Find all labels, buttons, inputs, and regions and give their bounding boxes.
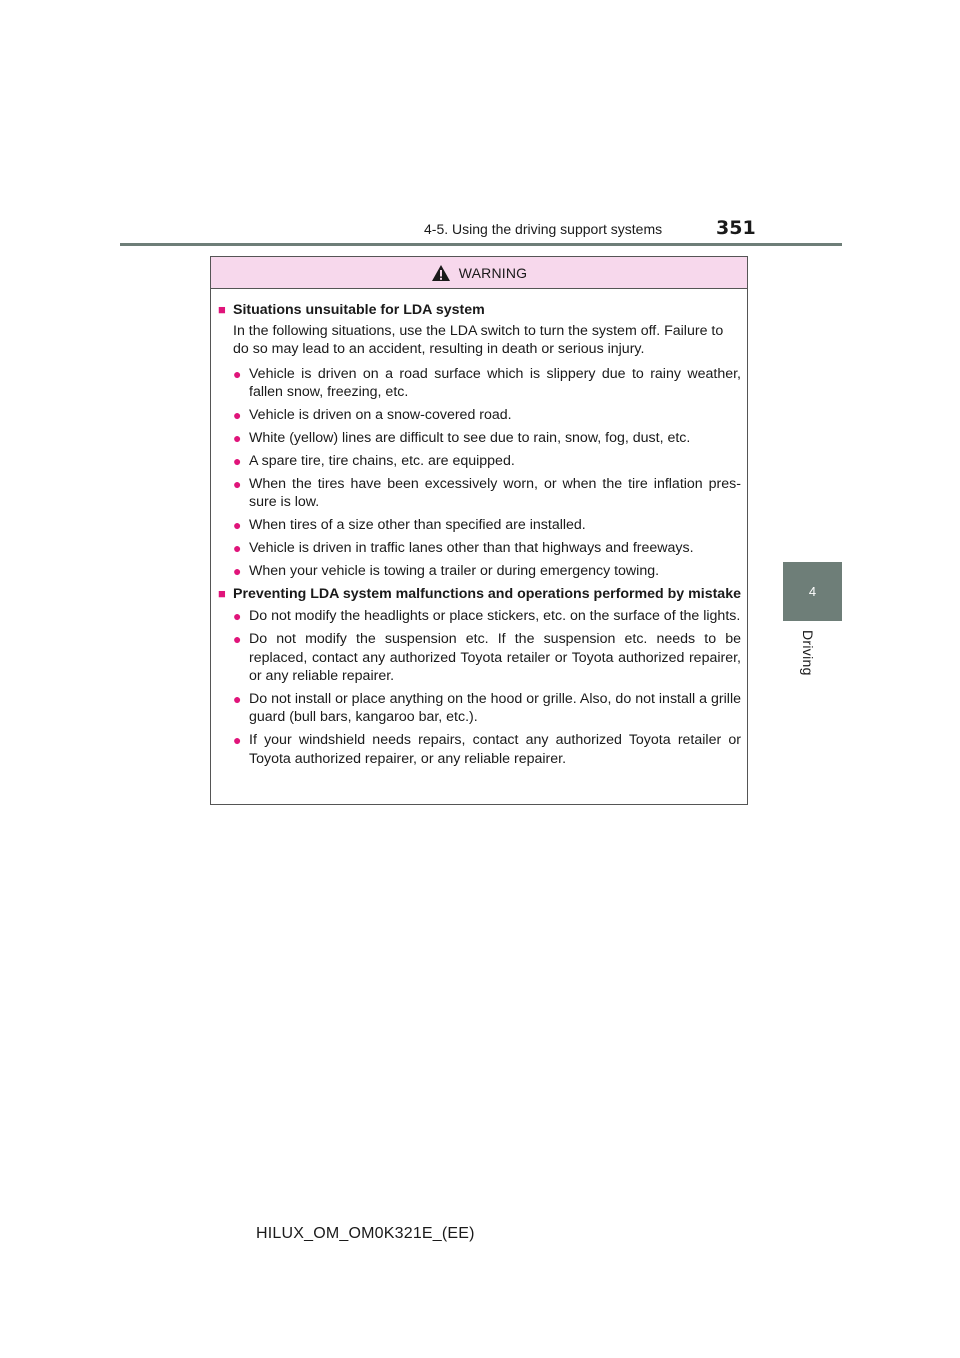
list-item-text: A spare tire, tire chains, etc. are equipped. [249,452,515,469]
warning-title: WARNING [458,264,528,281]
list-item [218,607,741,626]
bullet-dot-icon: ● [233,516,242,533]
warning-triangle-icon [431,264,451,282]
list-item-text: When tires of a size other than specified are installed. [249,516,586,533]
list-item-text: If your windshield needs repairs, contact any authorized Toyota retailer or Toyota authorized repairer, or any reliable repairer. [249,732,741,767]
list-item-text: White (yellow) lines are difficult to see due to rain, snow, fog, dust, etc. [249,429,691,446]
header-rule [120,243,842,246]
bullet-dot-icon: ● [233,406,242,423]
bullet-dot-icon: ● [233,608,242,625]
document-code: HILUX_OM_OM0K321E_(EE) [256,1225,475,1242]
bullet-dot-icon: ● [233,475,242,492]
section-intro: In the following situations, use the LDA switch to turn the system off. Failure to do so may lead to an accident, resulting in death or serious injury. [233,322,724,357]
bullet-dot-icon: ● [233,690,242,707]
section-heading: 4-5. Using the driving support systems [424,221,663,237]
list-item [218,539,741,558]
list-item-text: Vehicle is driven on a road surface which is slippery due to rainy weather, fallen snow, freezing, etc. [249,365,741,400]
list-item [218,452,741,471]
bullet-dot-icon: ● [233,452,242,469]
section-title-text: Situations unsuitable for LDA system [233,302,485,318]
bullet-dot-icon: ● [233,631,242,648]
list-item [218,562,741,581]
bullet-dot-icon: ● [233,539,242,556]
warning-header [211,257,747,289]
page-number: 351 [716,217,756,239]
square-bullet-icon: ■ [218,585,226,601]
list-item [218,630,741,686]
list-item [218,475,741,512]
list-item [218,365,741,402]
section-title-text: Preventing LDA system malfunctions and operations performed by mistake [233,585,741,602]
bullet-dot-icon: ● [233,562,242,579]
list-item [218,690,741,727]
list-item [218,429,741,448]
chapter-number: 4 [808,584,817,599]
list-item-text: When your vehicle is towing a trailer or during emergency towing. [249,562,660,579]
bullet-dot-icon: ● [233,732,242,749]
bullet-dot-icon: ● [233,365,242,382]
section-title [218,301,741,320]
warning-body [211,289,747,768]
section-title [218,585,741,604]
list-item-text: Do not modify the suspension etc. If the suspension etc. needs to be replaced, contact any authorized Toyota retailer or Toyota authorized repairer, or any reliable repairer. [249,631,741,685]
list-item-text: Do not install or place anything on the hood or grille. Also, do not install a grille guard (bull bars, kangaroo bar, etc.). [249,690,741,726]
square-bullet-icon: ■ [218,302,226,317]
list-item [218,516,741,535]
list-item [218,731,741,768]
list-item-text: Vehicle is driven in traffic lanes other than that highways and freeways. [249,539,694,556]
list-item-text: Vehicle is driven on a snow-covered road. [249,406,512,423]
chapter-label: Driving [800,630,816,676]
warning-box [210,256,748,805]
bullet-dot-icon: ● [233,429,242,446]
list-item-text: Do not modify the headlights or place stickers, etc. on the surface of the lights. [249,608,741,625]
chapter-tab [783,562,842,621]
list-item [218,406,741,425]
list-item-text: When the tires have been excessively worn, or when the tire inflation pres-sure is low. [249,475,741,511]
